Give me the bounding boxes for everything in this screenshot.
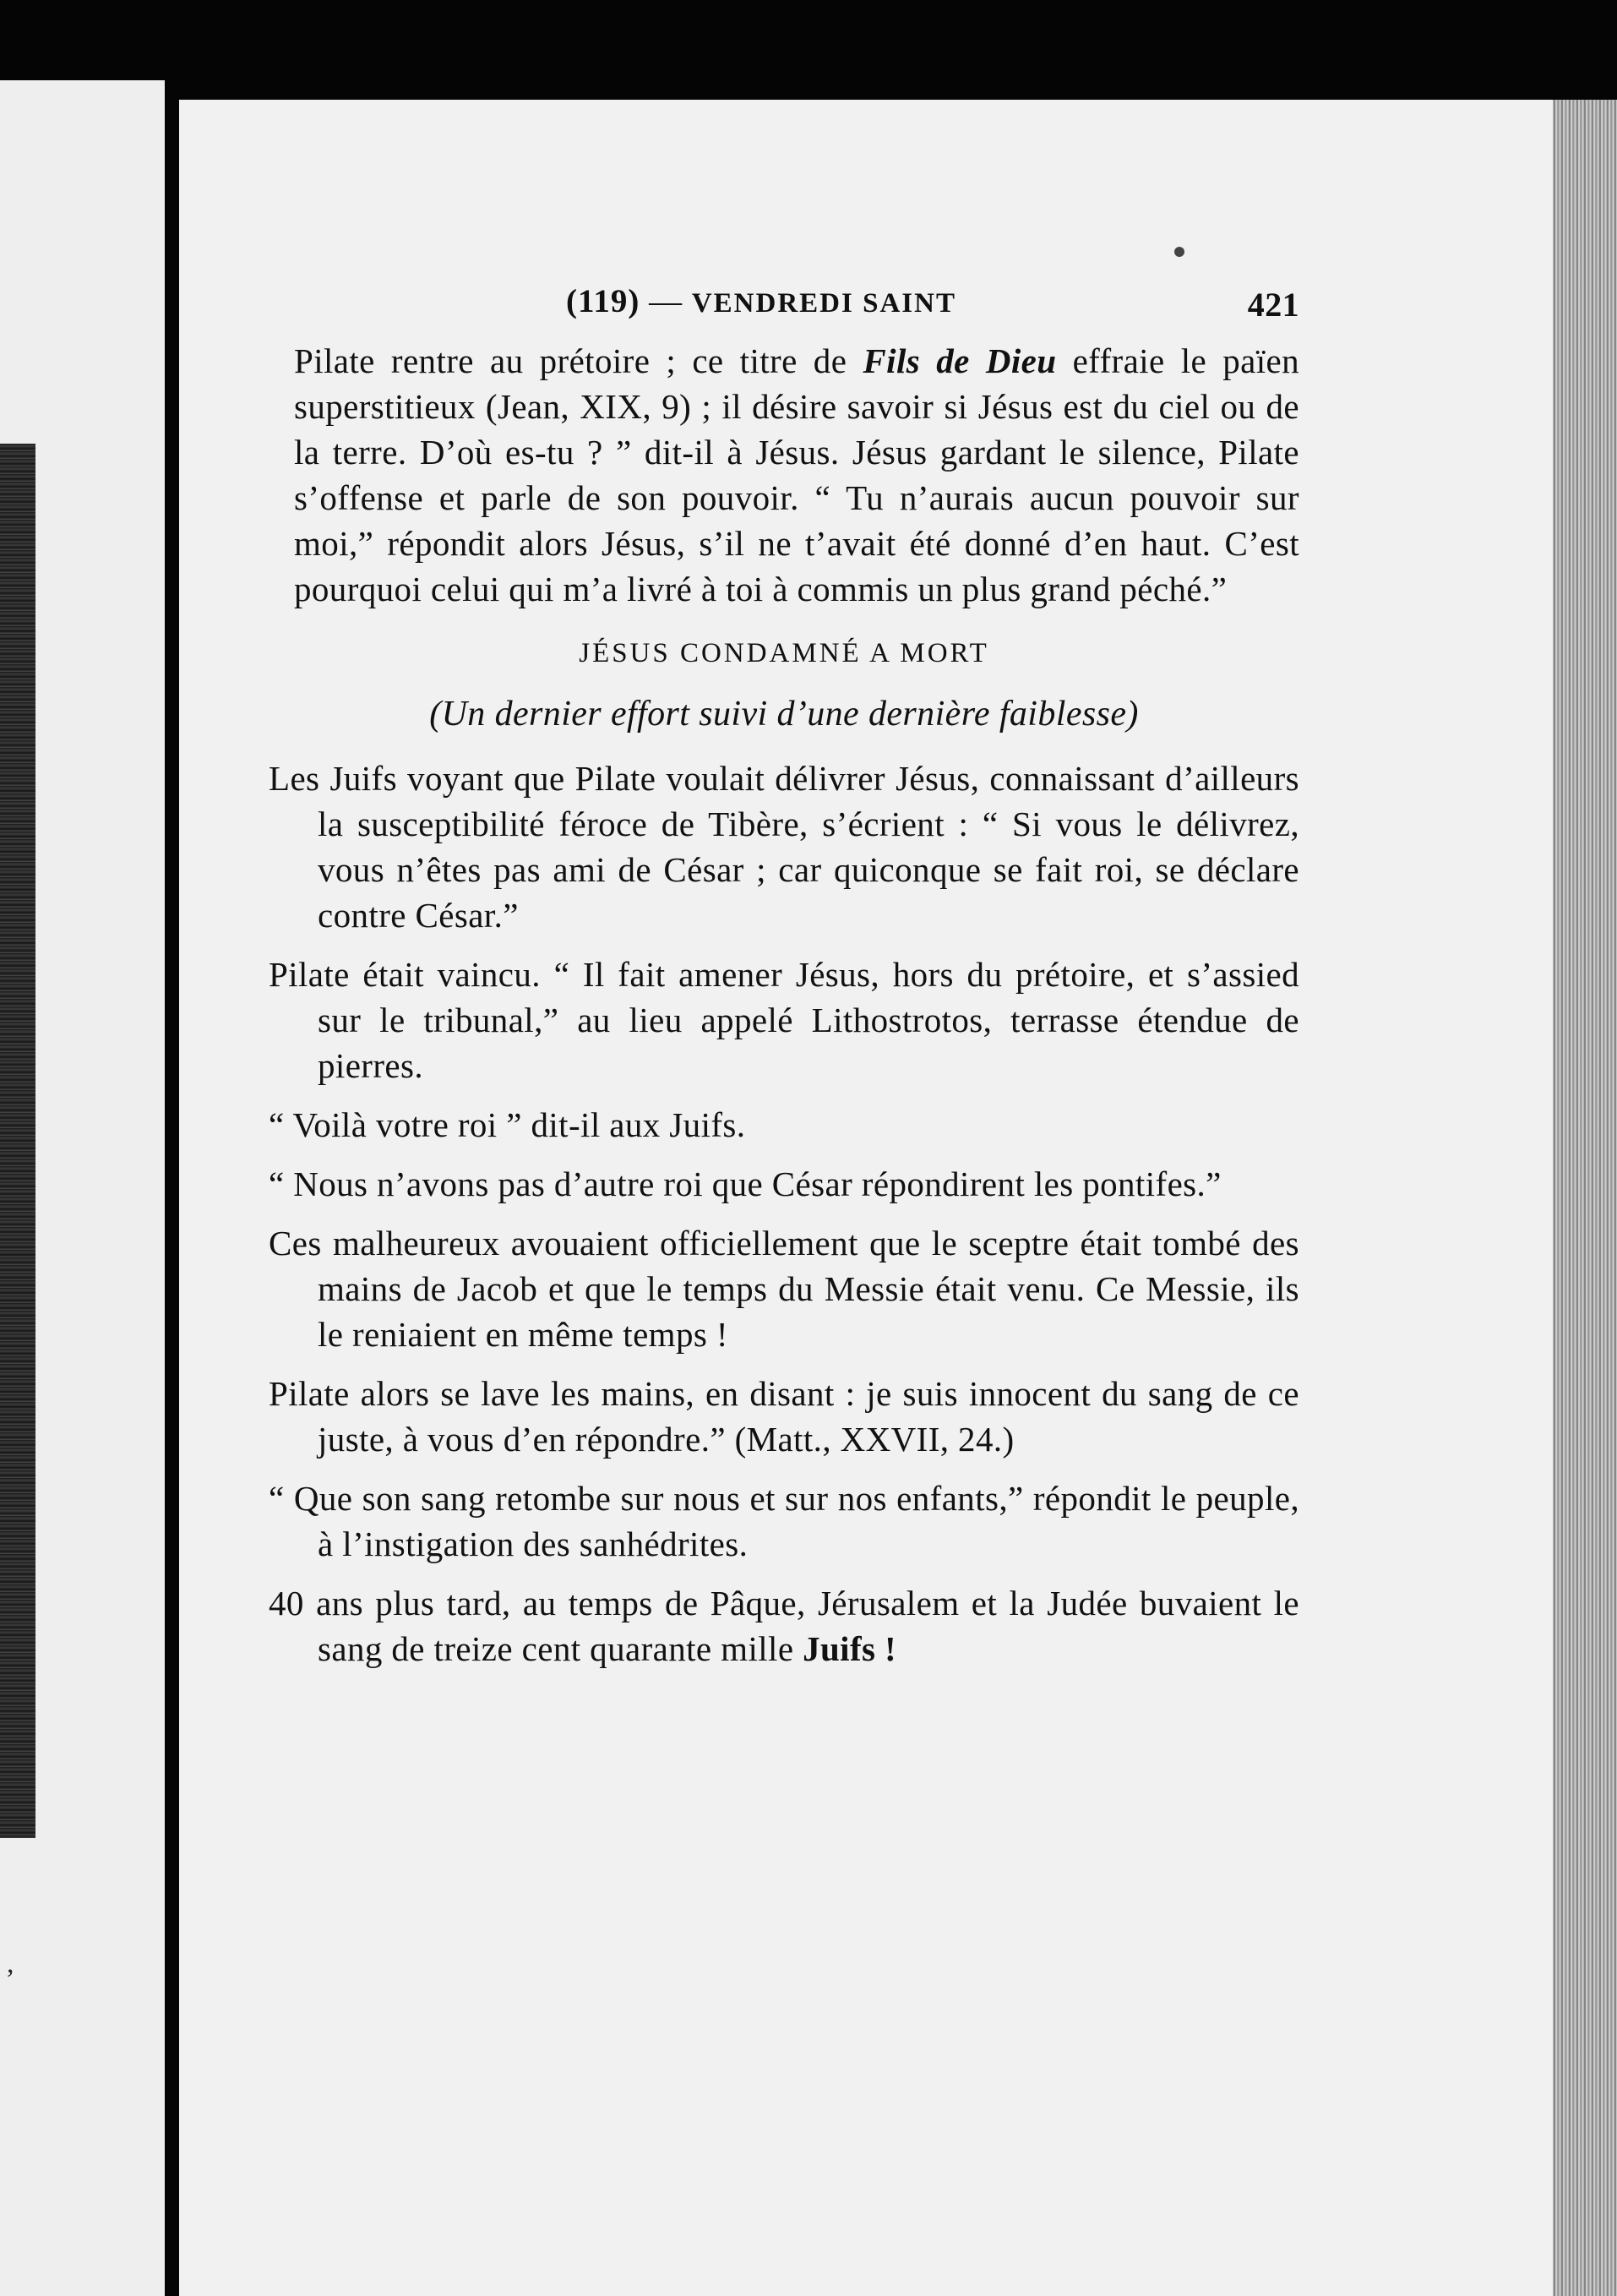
section-heading: JÉSUS CONDAMNÉ A MORT <box>579 638 989 668</box>
section-subheading: (Un dernier effort suivi d’une dernière faiblesse) <box>429 695 1139 734</box>
paragraph-text: Pilate rentre au prétoire ; ce titre de <box>294 341 863 380</box>
paragraph-nous-navons-pas: “ Nous n’avons pas d’autre roi que César répondirent les pontifes.” <box>269 1164 1222 1203</box>
section-header <box>566 279 956 326</box>
ink-speck <box>1174 247 1184 257</box>
previous-page-edge <box>0 80 165 2296</box>
header-separator: — <box>640 283 692 319</box>
paragraph-quarante-ans <box>269 1580 1299 1672</box>
section-number: (119) <box>566 283 640 319</box>
paragraph-ces-malheureux: Ces malheureux avouaient officiellement que le sceptre était tombé des mains de Jacob et que le temps du Messie était venu. Ce Messie, ils le reniaient en même temps ! <box>269 1224 1299 1354</box>
page-edge-leaves <box>1553 100 1617 2296</box>
emphasis-fils-de-dieu: Fils de Dieu <box>863 341 1057 380</box>
running-head <box>269 279 1299 333</box>
section-title: VENDREDI SAINT <box>691 288 956 319</box>
page-number: 421 <box>1247 286 1299 324</box>
paragraph-pilate-se-lave: Pilate alors se lave les mains, en disant : je suis innocent du sang de ce juste, à vous d’en répondre.” (Matt., XXVII, 24.) <box>269 1374 1299 1459</box>
paragraph-voila-votre-roi: “ Voilà votre roi ” dit-il aux Juifs. <box>269 1105 746 1144</box>
paragraph-pilate-prétoire <box>269 338 1299 612</box>
page-text-block <box>269 279 1299 1685</box>
paragraph-text: 40 ans plus tard, au temps de Pâque, Jérusalem et la Judée buvaient le sang de treize cent quarante mille <box>269 1584 1299 1668</box>
paragraph-les-juifs: Les Juifs voyant que Pilate voulait délivrer Jésus, connaissant d’ailleurs la susceptibilité féroce de Tibère, s’écrient : “ Si vous le délivrez, vous n’êtes pas ami de César ; car quiconque se fait roi, se déclare contre César.” <box>269 759 1299 935</box>
paragraph-que-son-sang: “ Que son sang retombe sur nous et sur nos enfants,” répondit le peuple, à l’instigation des sanhédrites. <box>269 1479 1299 1563</box>
previous-page-mark: , <box>7 1948 14 1979</box>
previous-page-text-strip <box>0 444 35 1838</box>
emphasis-juifs: Juifs ! <box>803 1629 897 1668</box>
paragraph-pilate-vaincu: Pilate était vaincu. “ Il fait amener Jésus, hors du prétoire, et s’assied sur le tribunal,” au lieu appelé Lithostrotos, terrasse étendue de pierres. <box>269 955 1299 1085</box>
paragraph-text: effraie le païen superstitieux (Jean, XIX, 9) ; il désire savoir si Jésus est du ciel ou de la terre. D’où es-tu ? ” dit-il à Jésus. Jésus gardant le silence, Pilate s’offense et parle de son pouvoir. “ Tu n’aurais aucun pouvoir sur moi,” répondit alors Jésus, s’il ne t’avait été donné d’en haut. C’est pourquoi celui qui m’a livré à toi à commis un plus grand péché.” <box>294 341 1299 608</box>
